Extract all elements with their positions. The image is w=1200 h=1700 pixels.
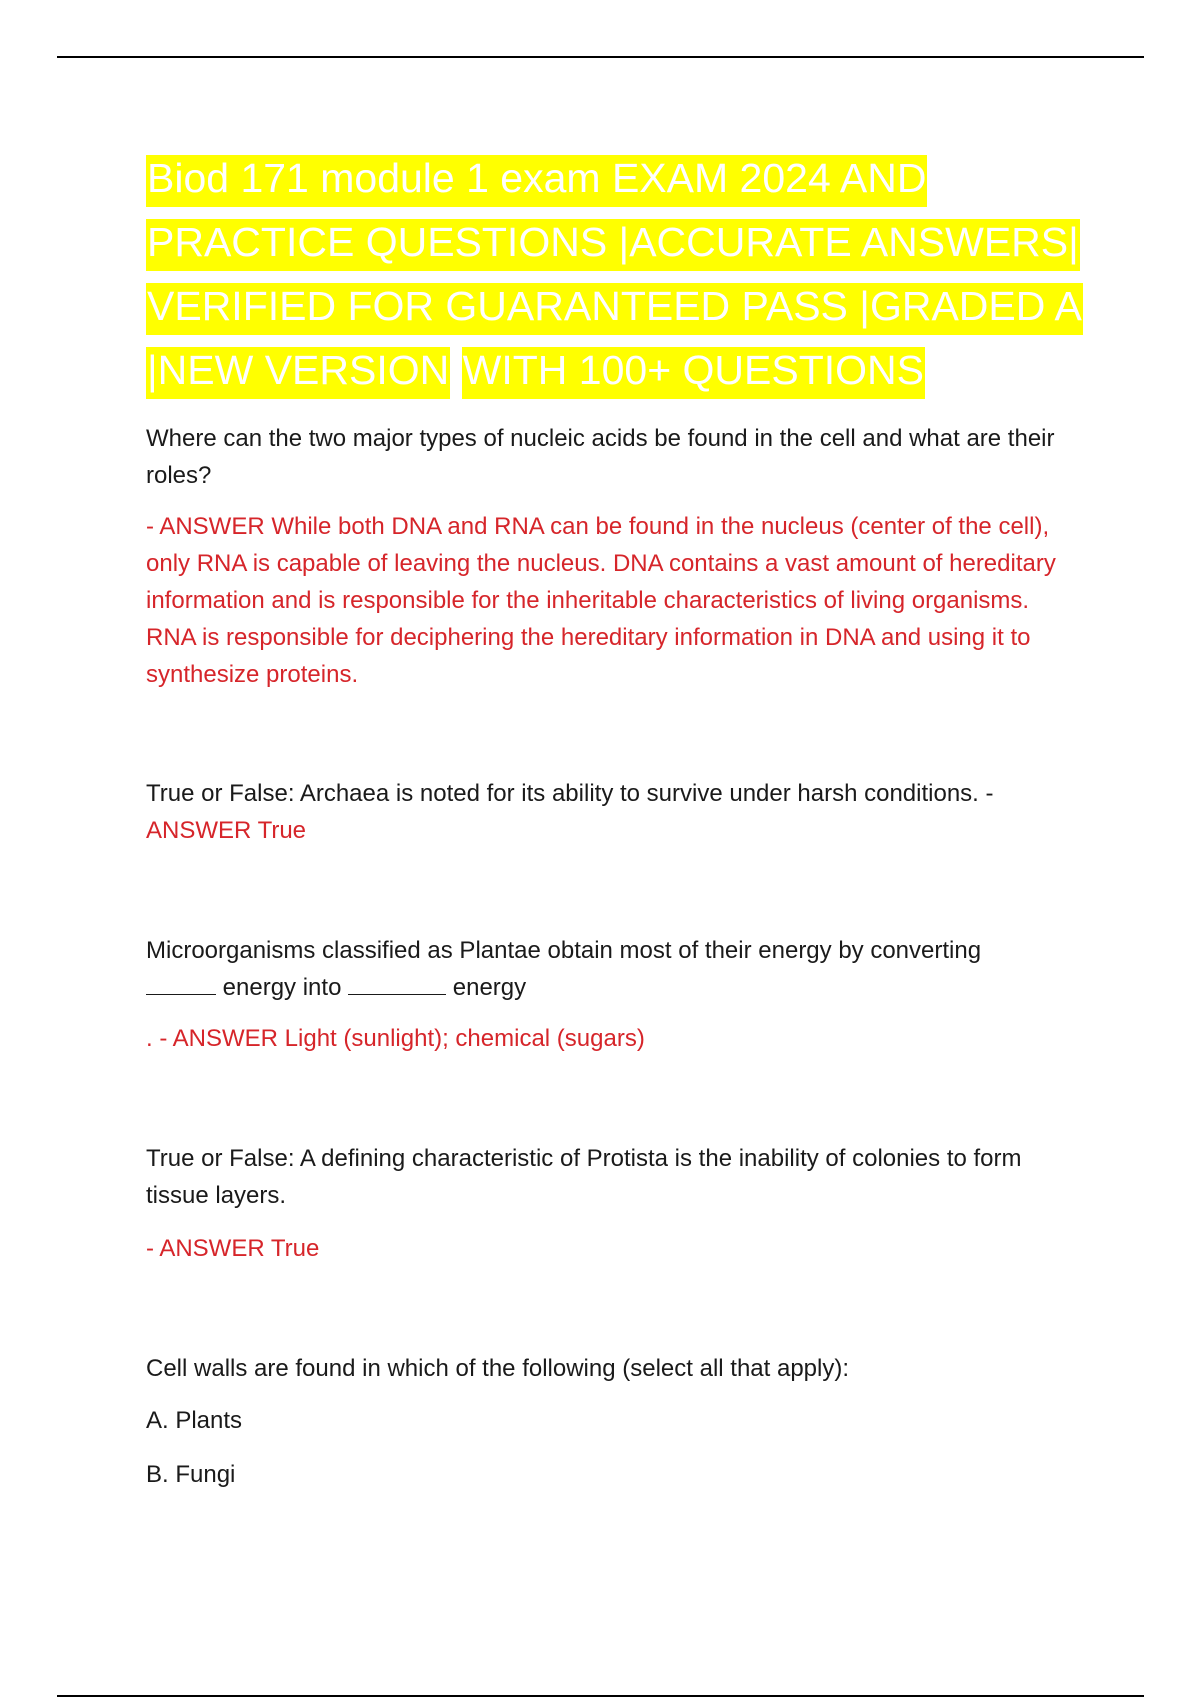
question-5: Cell walls are found in which of the following (select all that apply): xyxy=(146,1355,850,1382)
answer-1: - ANSWER While both DNA and RNA can be found in the nucleus (center of the cell), only RNA is capable of leaving the nucleus. DNA contains a vast amount of hereditary information and is responsible for the inheritable characteristics of living organisms. RNA is responsible for deciphering the hereditary information in DNA and using it to synthesize proteins. xyxy=(146,513,1056,688)
question-2-text: True or False: Archaea is noted for its ability to survive under harsh conditions. - xyxy=(146,780,994,807)
title-line xyxy=(146,338,1081,402)
answer-blank xyxy=(348,972,446,995)
document-title xyxy=(146,146,1081,402)
question-3-mid: energy into xyxy=(216,974,349,1001)
answer-blank xyxy=(146,972,216,995)
bottom-rule xyxy=(57,1695,1144,1697)
question-3-start: Microorganisms classified as Plantae obtain most of their energy by converting xyxy=(146,937,982,964)
title-segment: VERIFIED FOR GUARANTEED PASS |GRADED A xyxy=(146,283,1083,335)
title-segment: WITH 100+ QUESTIONS xyxy=(462,347,925,399)
option-a: A. Plants xyxy=(146,1407,243,1434)
title-line xyxy=(146,210,1081,274)
document-body xyxy=(146,146,1081,1493)
top-rule xyxy=(57,56,1144,58)
question-1: Where can the two major types of nucleic acids be found in the cell and what are their roles? xyxy=(146,425,1055,489)
title-line xyxy=(146,274,1081,338)
answer-2: ANSWER True xyxy=(146,817,307,844)
title-segment: PRACTICE QUESTIONS |ACCURATE ANSWERS| xyxy=(146,219,1080,271)
answer-4: - ANSWER True xyxy=(146,1235,320,1262)
option-b: B. Fungi xyxy=(146,1461,236,1488)
question-4: True or False: A defining characteristic of Protista is the inability of colonies to form tissue layers. xyxy=(146,1145,1022,1209)
question-3-end: energy xyxy=(446,974,527,1001)
answer-3: . - ANSWER Light (sunlight); chemical (sugars) xyxy=(146,1025,645,1052)
question-2 xyxy=(146,775,1081,849)
title-segment: |NEW VERSION xyxy=(146,347,450,399)
question-3 xyxy=(146,932,1081,1006)
title-segment: Biod 171 module 1 exam EXAM 2024 AND xyxy=(146,155,927,207)
title-line xyxy=(146,146,1081,210)
